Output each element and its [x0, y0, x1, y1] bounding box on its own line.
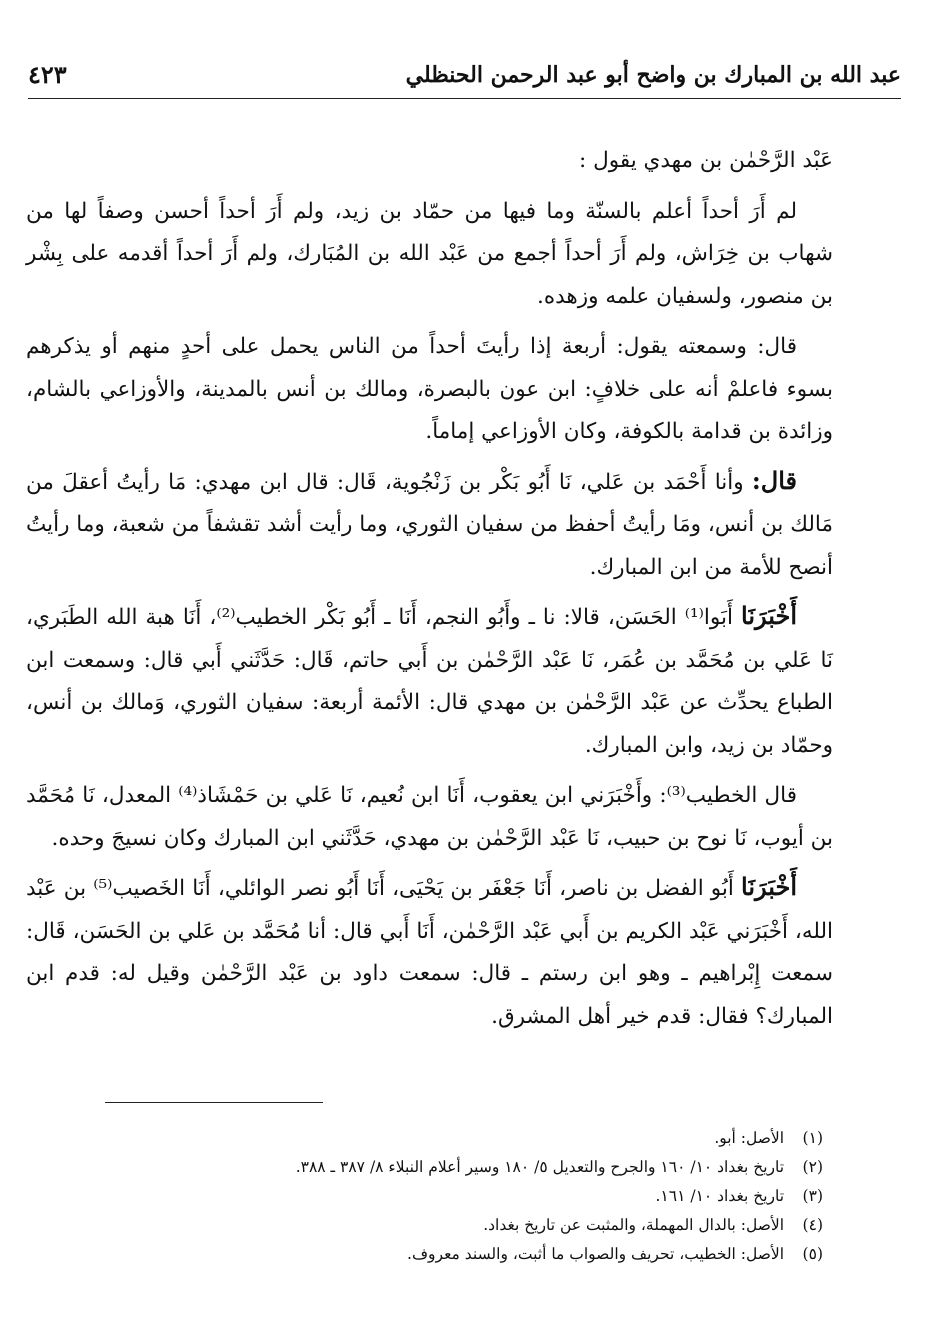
- paragraph-text: قال الخطيب⁽³⁾: وأَخْبَرَني ابن يعقوب، أَنَا ابن نُعيم، نَا عَلي بن حَمْشَاذ⁽⁴⁾ المعدل، نَا مُحَمَّد بن أيوب، نَا نوح بن حبيب، نَا عَبْد الرَّحْمٰن بن مهدي، حَدَّثَني ابن المبارك وكان نسيجَ وحده.: [26, 783, 833, 851]
- main-text: [26, 138, 833, 1044]
- paragraph-lead: أَخْبَرَنَا: [741, 601, 797, 630]
- footnote-text: الأصل: الخطيب، تحريف والصواب ما أثبت، والسند معروف.: [407, 1245, 785, 1263]
- paragraph-text: وأنا أَحْمَد بن عَلي، نَا أَبُو بَكْر بن زَنْجُوية، قَال: قال ابن مهدي: مَا رأيتُ أعقلَ من مَالك بن أنس، ومَا رأيتُ أحفظ من سفيان الثوري، وما رأيت أشد تقشفاً من شعبة، وما رأيتُ أنصح للأمة من ابن المبارك.: [26, 469, 833, 580]
- paragraph-text: أَبُو الفضل بن ناصر، أَنَا جَعْفَر بن يَحْيَى، أَنَا أَبُو نصر الوائلي، أَنَا الخَصيب⁽⁵⁾ بن عَبْد الله، أَخْبَرَني عَبْد الكريم بن أَبي عَبْد الرَّحْمٰن، أَنَا أَبي قال: أنا مُحَمَّد بن عَلي بن الحَسَن، قَال: سمعت إِبْراهيم ـ وهو ابن رستم ـ قال: سمعت داود بن عَبْد الرَّحْمٰن وقيل له: قدم ابن المبارك؟ فقال: قدم خير أهل المشرق.: [26, 876, 833, 1029]
- footnote-3: [60, 1182, 823, 1211]
- footnote-divider: [105, 1102, 323, 1103]
- footnote-number: (٥): [802, 1245, 823, 1263]
- footnote-4: [60, 1211, 823, 1240]
- footnote-2: [60, 1153, 823, 1182]
- running-header: [28, 58, 901, 99]
- footnote-number: (٣): [802, 1187, 823, 1205]
- paragraph-3: [26, 324, 833, 454]
- paragraph-4: [26, 460, 833, 590]
- footnote-number: (٤): [802, 1216, 823, 1234]
- footnote-number: (٢): [802, 1158, 823, 1176]
- paragraph-7: [26, 866, 833, 1038]
- paragraph-text: عَبْد الرَّحْمٰن بن مهدي يقول :: [579, 148, 833, 173]
- paragraph-1: [26, 138, 833, 183]
- footnote-text: تاريخ بغداد ١٠/ ١٦١.: [655, 1187, 785, 1205]
- paragraph-lead: أَخْبَرَنَا: [741, 872, 798, 901]
- running-header-title: عبد الله بن المبارك بن واضح أبو عبد الرحمن الحنظلي: [405, 62, 901, 88]
- paragraph-2: [26, 189, 833, 319]
- footnote-1: [60, 1124, 823, 1153]
- paragraph-6: [26, 773, 833, 860]
- paragraph-text: أَبَوا⁽¹⁾ الحَسَن، قالا: نا ـ وأَبُو النجم، أَنَا ـ أَبُو بَكْر الخطيب⁽²⁾، أَنَا هبة الله الطَبَري، نَا عَلي بن مُحَمَّد بن عُمَر، نَا عَبْد الرَّحْمٰن بن أَبي حاتم، قَال: حَدَّثَني أَبي قال: وسمعت ابن الطباع يحدِّث عن عَبْد الرَّحْمٰن بن مهدي قال: الأئمة أربعة: سفيان الثوري، وَمالك بن أنس، وحمّاد بن زيد، وابن المبارك.: [26, 605, 833, 758]
- footnotes: [60, 1124, 823, 1269]
- paragraph-5: [26, 595, 833, 767]
- paragraph-text: لم أَرَ أحداً أعلم بالسنّة وما فيها من حمّاد بن زيد، ولم أَرَ أحداً أحسن وصفاً لها من شهاب بن خِرَاش، ولم أَرَ أحداً أجمع من عَبْد الله بن المُبَارك، ولم أَرَ أحداً أقدمه على بِشْر بن منصور، ولسفيان علمه وزهده.: [26, 198, 833, 309]
- footnote-text: الأصل: أبو.: [714, 1129, 785, 1147]
- footnote-number: (١): [802, 1129, 823, 1147]
- paragraph-lead: قال:: [751, 465, 797, 495]
- footnote-text: تاريخ بغداد ١٠/ ١٦٠ والجرح والتعديل ٥/ ١٨٠ وسير أعلام النبلاء ٨/ ٣٨٧ ـ ٣٨٨.: [295, 1158, 785, 1176]
- footnote-5: [60, 1240, 823, 1269]
- page-number: ٤٢٣: [28, 60, 67, 89]
- paragraph-text: قال: وسمعته يقول: أربعة إذا رأيتَ أحداً من الناس يحمل على أحدٍ منهم أو يذكرهم بسوء فاعلمْ أنه على خلافٍ: ابن عون بالبصرة، ومالك بن أنس بالمدينة، والأوزاعي بالشام، وزائدة بن قدامة بالكوفة، وكان الأوزاعي إماماً.: [26, 334, 833, 444]
- footnote-text: الأصل: بالدال المهملة، والمثبت عن تاريخ بغداد.: [483, 1216, 785, 1234]
